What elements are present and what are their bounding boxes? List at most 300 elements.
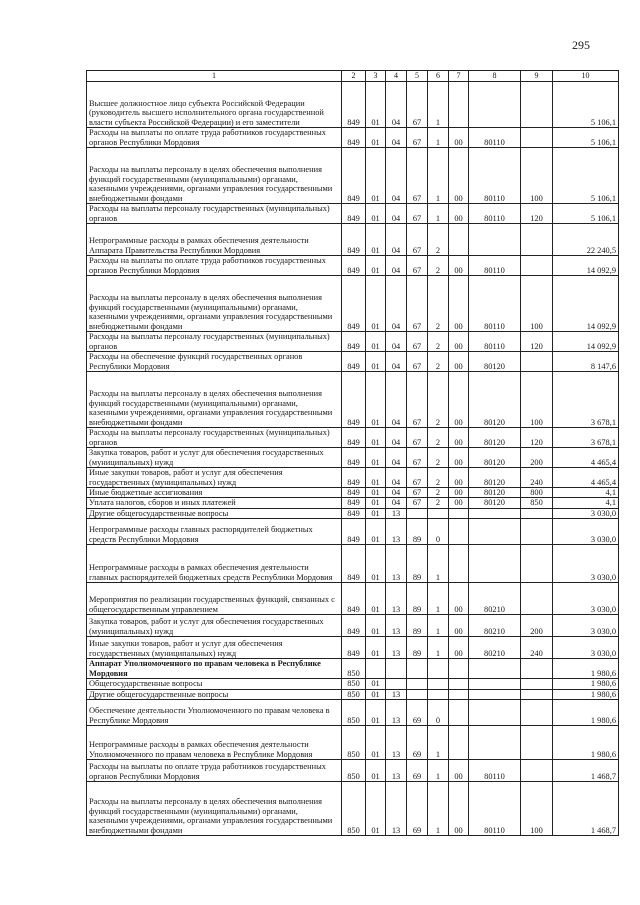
cell-subprogram [428, 508, 449, 518]
cell-direction: 00 [449, 782, 469, 836]
cell-direction [449, 659, 469, 679]
cell-name: Расходы на выплаты по оплате труда работников государственных органов Республики Мордовия [87, 128, 342, 148]
cell-subsection: 04 [386, 256, 407, 276]
cell-amount: 4 465,4 [553, 468, 619, 488]
cell-admin: 850 [342, 760, 366, 782]
cell-expense-code: 80210 [469, 615, 521, 637]
table-row [87, 519, 619, 545]
cell-direction [449, 726, 469, 760]
cell-expense-type: 850 [521, 498, 553, 508]
cell-subprogram: 2 [428, 256, 449, 276]
cell-admin: 849 [342, 468, 366, 488]
cell-section: 01 [366, 689, 386, 699]
cell-section: 01 [366, 82, 386, 128]
cell-direction: 00 [449, 256, 469, 276]
cell-admin: 850 [342, 659, 366, 679]
cell-expense-code: 80110 [469, 256, 521, 276]
cell-expense-type [521, 128, 553, 148]
cell-name: Другие общегосударственные вопросы [87, 689, 342, 699]
cell-expense-type [521, 689, 553, 699]
cell-admin: 850 [342, 689, 366, 699]
cell-amount: 3 030,0 [553, 637, 619, 659]
cell-subsection [386, 659, 407, 679]
cell-expense-type: 100 [521, 782, 553, 836]
cell-admin: 850 [342, 679, 366, 689]
cell-section: 01 [366, 224, 386, 256]
cell-direction [449, 689, 469, 699]
cell-section: 01 [366, 700, 386, 726]
cell-program: 67 [407, 372, 428, 428]
cell-expense-type [521, 519, 553, 545]
cell-admin: 849 [342, 637, 366, 659]
cell-subsection: 13 [386, 637, 407, 659]
cell-subsection: 04 [386, 352, 407, 372]
cell-subsection: 04 [386, 468, 407, 488]
cell-expense-type [521, 256, 553, 276]
cell-expense-code: 80210 [469, 583, 521, 615]
cell-expense-code [469, 659, 521, 679]
cell-admin: 849 [342, 488, 366, 498]
cell-subprogram: 2 [428, 488, 449, 498]
cell-direction: 00 [449, 428, 469, 448]
cell-admin: 849 [342, 148, 366, 204]
cell-section: 01 [366, 256, 386, 276]
cell-subsection: 04 [386, 332, 407, 352]
cell-expense-type: 120 [521, 204, 553, 224]
cell-name: Расходы на выплаты персоналу государственных (муниципальных) органов [87, 204, 342, 224]
cell-subprogram: 2 [428, 224, 449, 256]
cell-expense-type: 800 [521, 488, 553, 498]
cell-admin: 850 [342, 782, 366, 836]
cell-section: 01 [366, 583, 386, 615]
cell-name: Закупка товаров, работ и услуг для обеспечения государственных (муниципальных) нужд [87, 615, 342, 637]
cell-direction: 00 [449, 637, 469, 659]
cell-subprogram: 2 [428, 332, 449, 352]
cell-subsection: 13 [386, 782, 407, 836]
cell-expense-code [469, 224, 521, 256]
table-row [87, 637, 619, 659]
cell-name: Расходы на выплаты персоналу в целях обеспечения выполнения функций государственными (муниципальными) органами, казенными учреждениями, органами управления государственными внебюджетными фондами [87, 372, 342, 428]
cell-section: 01 [366, 545, 386, 583]
cell-name: Непрограммные расходы в рамках обеспечения деятельности Аппарата Правительства Республики Мордовия [87, 224, 342, 256]
cell-amount: 1 980,6 [553, 726, 619, 760]
cell-expense-code: 80120 [469, 468, 521, 488]
cell-name: Аппарат Уполномоченного по правам человека в Республике Мордовия [87, 659, 342, 679]
cell-subsection: 13 [386, 583, 407, 615]
cell-amount: 14 092,9 [553, 256, 619, 276]
cell-subsection: 13 [386, 700, 407, 726]
cell-subsection: 13 [386, 508, 407, 518]
table-row [87, 545, 619, 583]
cell-direction [449, 700, 469, 726]
cell-program [407, 659, 428, 679]
cell-direction: 00 [449, 372, 469, 428]
cell-amount: 1 980,6 [553, 659, 619, 679]
table-row [87, 760, 619, 782]
cell-expense-type: 240 [521, 637, 553, 659]
cell-expense-type [521, 726, 553, 760]
cell-expense-code: 80110 [469, 760, 521, 782]
cell-subsection: 04 [386, 448, 407, 468]
cell-section: 01 [366, 148, 386, 204]
cell-section: 01 [366, 782, 386, 836]
cell-program: 67 [407, 498, 428, 508]
cell-direction: 00 [449, 488, 469, 498]
cell-amount: 4,1 [553, 488, 619, 498]
table-row [87, 782, 619, 836]
cell-name: Закупка товаров, работ и услуг для обеспечения государственных (муниципальных) нужд [87, 448, 342, 468]
cell-section: 01 [366, 508, 386, 518]
cell-subprogram: 1 [428, 637, 449, 659]
cell-expense-code: 80120 [469, 352, 521, 372]
cell-expense-code [469, 545, 521, 583]
cell-amount: 3 030,0 [553, 508, 619, 518]
cell-direction: 00 [449, 760, 469, 782]
cell-expense-type [521, 659, 553, 679]
header-cell-3: 3 [366, 71, 386, 82]
cell-section: 01 [366, 637, 386, 659]
cell-name: Непрограммные расходы в рамках обеспечения деятельности главных распорядителей бюджетных средств Республики Мордовия [87, 545, 342, 583]
table-row [87, 659, 619, 679]
cell-direction: 00 [449, 276, 469, 332]
table-row [87, 128, 619, 148]
cell-section: 01 [366, 488, 386, 498]
cell-amount: 8 147,6 [553, 352, 619, 372]
cell-program: 89 [407, 615, 428, 637]
cell-program: 89 [407, 637, 428, 659]
cell-program: 69 [407, 726, 428, 760]
cell-subprogram: 2 [428, 468, 449, 488]
cell-name: Непрограммные расходы главных распорядителей бюджетных средств Республики Мордовия [87, 519, 342, 545]
cell-subprogram [428, 659, 449, 679]
cell-subsection: 04 [386, 204, 407, 224]
table-row [87, 448, 619, 468]
cell-amount: 1 980,6 [553, 679, 619, 689]
cell-amount: 14 092,9 [553, 332, 619, 352]
cell-direction: 00 [449, 352, 469, 372]
cell-amount: 5 106,1 [553, 148, 619, 204]
cell-admin: 849 [342, 508, 366, 518]
header-cell-5: 5 [407, 71, 428, 82]
cell-program: 69 [407, 760, 428, 782]
cell-subprogram: 1 [428, 782, 449, 836]
cell-name: Расходы на выплаты персоналу государственных (муниципальных) органов [87, 332, 342, 352]
cell-subsection: 04 [386, 498, 407, 508]
cell-name: Иные бюджетные ассигнования [87, 488, 342, 498]
cell-amount: 1 468,7 [553, 782, 619, 836]
cell-name: Иные закупки товаров, работ и услуг для обеспечения государственных (муниципальных) нужд [87, 637, 342, 659]
cell-expense-type [521, 352, 553, 372]
cell-subsection: 13 [386, 615, 407, 637]
table-row [87, 276, 619, 332]
cell-name: Расходы на обеспечение функций государственных органов Республики Мордовия [87, 352, 342, 372]
cell-amount: 1 980,6 [553, 689, 619, 699]
cell-subsection: 13 [386, 760, 407, 782]
cell-expense-code: 80210 [469, 637, 521, 659]
cell-program: 67 [407, 276, 428, 332]
cell-program: 89 [407, 519, 428, 545]
cell-section: 01 [366, 352, 386, 372]
cell-name: Расходы на выплаты персоналу в целях обеспечения выполнения функций государственными (муниципальными) органами, казенными учреждениями, органами управления государственными внебюджетными фондами [87, 148, 342, 204]
cell-direction [449, 82, 469, 128]
cell-program: 67 [407, 128, 428, 148]
cell-name: Мероприятия по реализации государственных функций, связанных с общегосударственным управлением [87, 583, 342, 615]
cell-section: 01 [366, 760, 386, 782]
cell-amount: 5 106,1 [553, 82, 619, 128]
cell-subprogram: 1 [428, 615, 449, 637]
cell-section: 01 [366, 726, 386, 760]
cell-admin: 849 [342, 498, 366, 508]
cell-expense-code: 80110 [469, 128, 521, 148]
cell-admin: 849 [342, 352, 366, 372]
cell-name: Высшее должностное лицо субъекта Российской Федерации (руководитель высшего исполнительного органа государственной власти субъекта Российской Федерации) и его заместители [87, 82, 342, 128]
cell-direction: 00 [449, 615, 469, 637]
cell-name: Уплата налогов, сборов и иных платежей [87, 498, 342, 508]
table-row [87, 498, 619, 508]
cell-name: Другие общегосударственные вопросы [87, 508, 342, 518]
cell-expense-type [521, 583, 553, 615]
cell-section: 01 [366, 332, 386, 352]
cell-admin: 849 [342, 372, 366, 428]
cell-admin: 849 [342, 519, 366, 545]
cell-direction [449, 519, 469, 545]
cell-subsection: 13 [386, 519, 407, 545]
cell-subsection: 04 [386, 128, 407, 148]
cell-name: Расходы на выплаты персоналу в целях обеспечения выполнения функций государственными (муниципальными) органами, казенными учреждениями, органами управления государственными внебюджетными фондами [87, 276, 342, 332]
cell-program: 69 [407, 782, 428, 836]
cell-admin: 849 [342, 256, 366, 276]
table-row [87, 689, 619, 699]
cell-subsection: 13 [386, 726, 407, 760]
cell-expense-type: 100 [521, 276, 553, 332]
cell-subprogram: 1 [428, 726, 449, 760]
cell-admin: 849 [342, 204, 366, 224]
cell-expense-code: 80110 [469, 782, 521, 836]
cell-name: Расходы на выплаты по оплате труда работников государственных органов Республики Мордовия [87, 256, 342, 276]
cell-expense-type: 200 [521, 615, 553, 637]
cell-subprogram [428, 679, 449, 689]
cell-admin: 849 [342, 583, 366, 615]
cell-admin: 849 [342, 276, 366, 332]
page-number: 295 [572, 38, 590, 52]
cell-program: 67 [407, 332, 428, 352]
cell-expense-code: 80110 [469, 276, 521, 332]
cell-section: 01 [366, 428, 386, 448]
cell-expense-code [469, 508, 521, 518]
cell-direction: 00 [449, 448, 469, 468]
cell-program: 67 [407, 428, 428, 448]
table-row [87, 615, 619, 637]
table-header-row [87, 71, 619, 82]
cell-name: Обеспечение деятельности Уполномоченного по правам человека в Республике Мордовия [87, 700, 342, 726]
cell-section [366, 659, 386, 679]
cell-subsection: 13 [386, 545, 407, 583]
cell-direction: 00 [449, 204, 469, 224]
cell-expense-code: 80120 [469, 428, 521, 448]
cell-subprogram: 2 [428, 352, 449, 372]
cell-direction: 00 [449, 332, 469, 352]
cell-subprogram: 2 [428, 498, 449, 508]
cell-expense-code [469, 726, 521, 760]
header-cell-2: 2 [342, 71, 366, 82]
cell-direction: 00 [449, 128, 469, 148]
cell-direction: 00 [449, 498, 469, 508]
cell-subsection: 04 [386, 148, 407, 204]
cell-expense-type [521, 82, 553, 128]
cell-subprogram: 0 [428, 700, 449, 726]
cell-amount: 4,1 [553, 498, 619, 508]
table-row [87, 428, 619, 448]
table-row [87, 332, 619, 352]
cell-subprogram [428, 689, 449, 699]
cell-program: 89 [407, 545, 428, 583]
cell-admin: 849 [342, 82, 366, 128]
header-cell-9: 9 [521, 71, 553, 82]
cell-subprogram: 2 [428, 372, 449, 428]
cell-expense-type [521, 700, 553, 726]
cell-expense-code: 80120 [469, 498, 521, 508]
cell-program: 67 [407, 204, 428, 224]
cell-name: Непрограммные расходы в рамках обеспечения деятельности Уполномоченного по правам человека в Республике Мордовия [87, 726, 342, 760]
cell-subsection: 04 [386, 224, 407, 256]
cell-program [407, 689, 428, 699]
table-row [87, 583, 619, 615]
cell-subprogram: 0 [428, 519, 449, 545]
cell-amount: 3 030,0 [553, 615, 619, 637]
cell-subprogram: 2 [428, 428, 449, 448]
cell-program: 67 [407, 488, 428, 498]
cell-expense-code [469, 700, 521, 726]
table-row [87, 372, 619, 428]
cell-subprogram: 1 [428, 204, 449, 224]
table-row [87, 148, 619, 204]
cell-section: 01 [366, 468, 386, 488]
cell-program: 69 [407, 700, 428, 726]
cell-section: 01 [366, 679, 386, 689]
cell-expense-type: 200 [521, 448, 553, 468]
header-cell-10: 10 [553, 71, 619, 82]
header-cell-7: 7 [449, 71, 469, 82]
cell-expense-type: 240 [521, 468, 553, 488]
cell-name: Расходы на выплаты персоналу государственных (муниципальных) органов [87, 428, 342, 448]
cell-program: 67 [407, 148, 428, 204]
cell-section: 01 [366, 276, 386, 332]
cell-expense-code [469, 689, 521, 699]
cell-expense-type [521, 545, 553, 583]
cell-expense-type: 120 [521, 332, 553, 352]
header-cell-6: 6 [428, 71, 449, 82]
cell-admin: 849 [342, 615, 366, 637]
cell-subsection: 13 [386, 689, 407, 699]
cell-admin: 849 [342, 224, 366, 256]
cell-expense-code [469, 679, 521, 689]
cell-expense-code [469, 519, 521, 545]
cell-section: 01 [366, 519, 386, 545]
cell-subsection: 04 [386, 488, 407, 498]
cell-amount: 3 030,0 [553, 583, 619, 615]
cell-section: 01 [366, 498, 386, 508]
cell-section: 01 [366, 615, 386, 637]
cell-expense-type: 120 [521, 428, 553, 448]
cell-section: 01 [366, 372, 386, 428]
cell-subsection [386, 679, 407, 689]
cell-direction: 00 [449, 583, 469, 615]
cell-subprogram: 2 [428, 448, 449, 468]
cell-expense-code: 80120 [469, 448, 521, 468]
cell-name: Общегосударственные вопросы [87, 679, 342, 689]
cell-admin: 849 [342, 545, 366, 583]
cell-amount: 4 465,4 [553, 448, 619, 468]
cell-expense-type [521, 760, 553, 782]
cell-direction [449, 545, 469, 583]
cell-name: Расходы на выплаты по оплате труда работников государственных органов Республики Мордовия [87, 760, 342, 782]
table-row [87, 82, 619, 128]
table-row [87, 256, 619, 276]
cell-amount: 3 678,1 [553, 428, 619, 448]
cell-expense-type [521, 508, 553, 518]
cell-expense-code [469, 82, 521, 128]
cell-program: 89 [407, 583, 428, 615]
cell-expense-code: 80120 [469, 488, 521, 498]
cell-amount: 22 240,5 [553, 224, 619, 256]
cell-subprogram: 1 [428, 82, 449, 128]
table-row [87, 224, 619, 256]
cell-program: 67 [407, 82, 428, 128]
cell-program [407, 508, 428, 518]
table-row [87, 679, 619, 689]
cell-subsection: 04 [386, 372, 407, 428]
cell-program: 67 [407, 256, 428, 276]
cell-amount: 1 980,6 [553, 700, 619, 726]
header-cell-8: 8 [469, 71, 521, 82]
cell-expense-code: 80110 [469, 148, 521, 204]
cell-amount: 3 678,1 [553, 372, 619, 428]
cell-admin: 849 [342, 448, 366, 468]
cell-subsection: 04 [386, 82, 407, 128]
cell-subprogram: 1 [428, 545, 449, 583]
cell-expense-code: 80120 [469, 372, 521, 428]
cell-amount: 5 106,1 [553, 204, 619, 224]
cell-amount: 5 106,1 [553, 128, 619, 148]
cell-direction [449, 508, 469, 518]
cell-admin: 849 [342, 428, 366, 448]
header-cell-4: 4 [386, 71, 407, 82]
cell-direction: 00 [449, 148, 469, 204]
cell-program [407, 679, 428, 689]
table-row [87, 204, 619, 224]
cell-name: Иные закупки товаров, работ и услуг для обеспечения государственных (муниципальных) нужд [87, 468, 342, 488]
cell-subprogram: 2 [428, 276, 449, 332]
table-row [87, 700, 619, 726]
cell-program: 67 [407, 352, 428, 372]
budget-table [86, 70, 619, 836]
cell-section: 01 [366, 128, 386, 148]
cell-subsection: 04 [386, 428, 407, 448]
header-cell-1: 1 [87, 71, 342, 82]
cell-expense-code: 80110 [469, 204, 521, 224]
cell-admin: 849 [342, 128, 366, 148]
cell-direction [449, 679, 469, 689]
cell-amount: 3 030,0 [553, 545, 619, 583]
cell-subprogram: 1 [428, 760, 449, 782]
cell-section: 01 [366, 204, 386, 224]
cell-subprogram: 1 [428, 148, 449, 204]
cell-admin: 850 [342, 700, 366, 726]
cell-amount: 3 030,0 [553, 519, 619, 545]
table-row [87, 468, 619, 488]
cell-program: 67 [407, 448, 428, 468]
cell-subprogram: 1 [428, 128, 449, 148]
